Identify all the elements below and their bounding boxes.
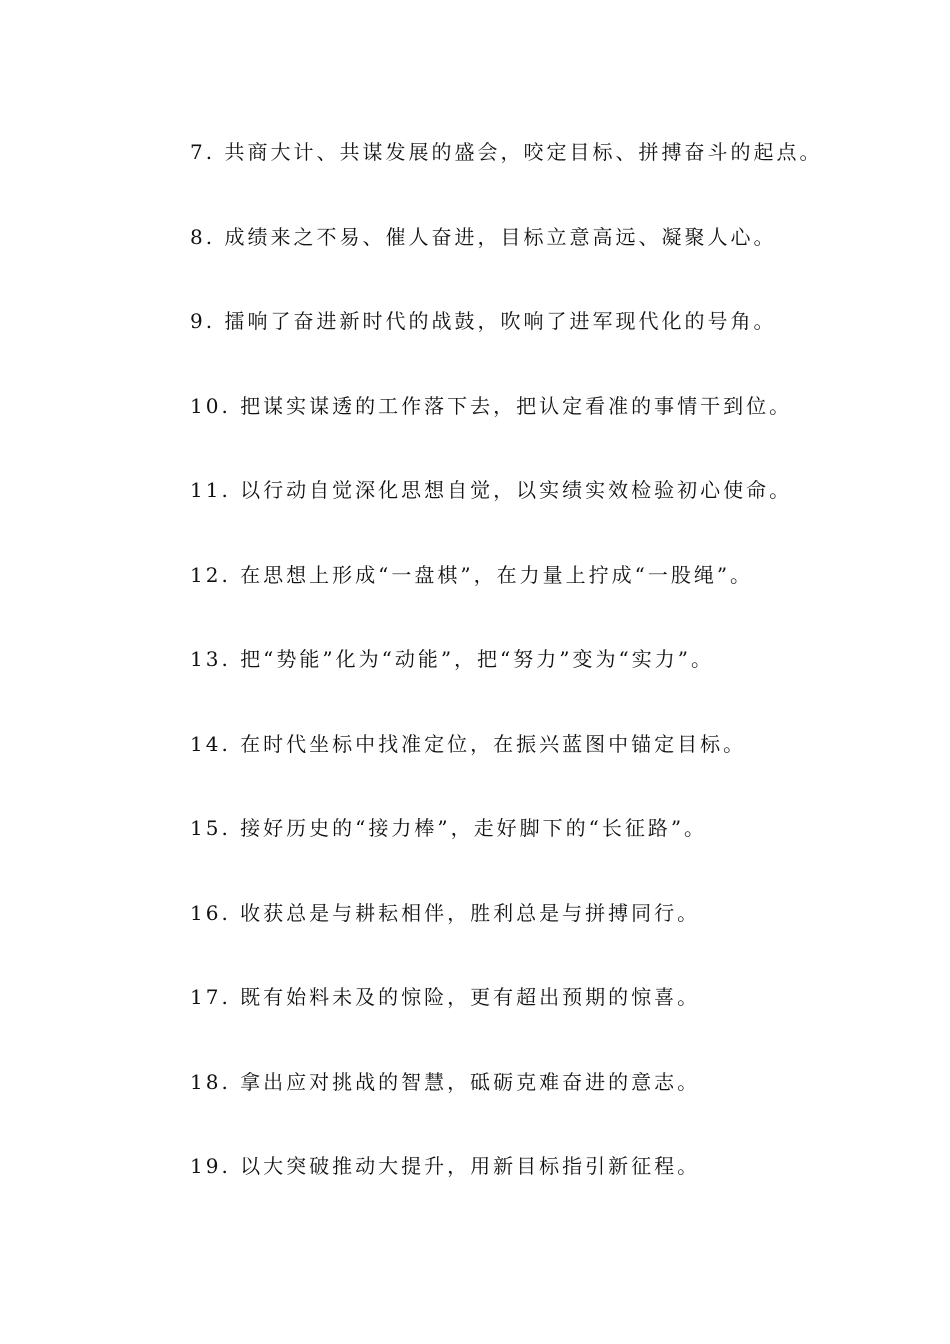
list-item: 8. 成绩来之不易、催人奋进，目标立意高远、凝聚人心。 [190, 224, 777, 249]
list-item: 13. 把“势能”化为“动能”，把“努力”变为“实力”。 [190, 647, 714, 671]
list-item: 7. 共商大计、共谋发展的盛会，咬定目标、拼搏奋斗的起点。 [190, 140, 823, 164]
numbered-phrase-list [190, 134, 890, 1233]
list-item: 16. 收获总是与耕耘相伴，胜利总是与拼搏同行。 [190, 900, 701, 925]
list-item: 12. 在思想上形成“一盘棋”，在力量上拧成“一股绳”。 [190, 562, 754, 587]
list-item: 11. 以行动自觉深化思想自觉，以实绩实效检验初心使命。 [190, 478, 793, 502]
list-item: 9. 擂响了奋进新时代的战鼓，吹响了进军现代化的号角。 [190, 309, 777, 333]
list-item: 10. 把谋实谋透的工作落下去，把认定看准的事情干到位。 [190, 393, 793, 418]
list-item: 15. 接好历史的“接力棒”，走好脚下的“长征路”。 [190, 816, 708, 840]
list-item: 19. 以大突破推动大提升，用新目标指引新征程。 [190, 1154, 701, 1178]
list-item: 14. 在时代坐标中找准定位，在振兴蓝图中锚定目标。 [190, 731, 747, 756]
list-item: 18. 拿出应对挑战的智慧，砥砺克难奋进的意志。 [190, 1069, 701, 1094]
list-item: 17. 既有始料未及的惊险，更有超出预期的惊喜。 [190, 985, 701, 1009]
